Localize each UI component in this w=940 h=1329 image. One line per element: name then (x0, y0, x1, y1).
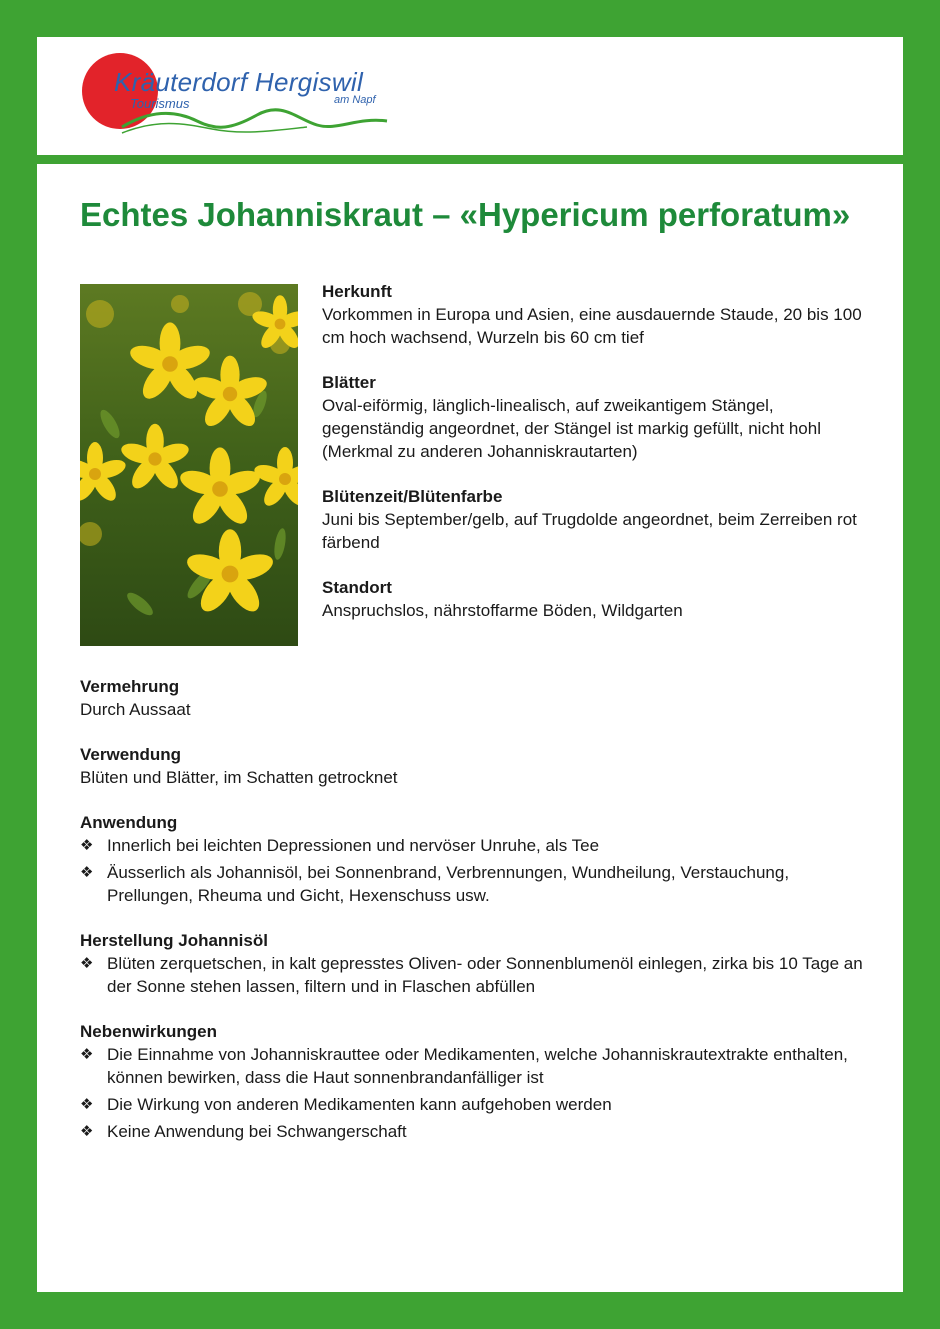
logo-subtitle: Tourismus (130, 96, 190, 111)
bottom-sections (80, 675, 870, 1165)
section-standort (322, 576, 862, 622)
section-nebenwirkungen (80, 1020, 870, 1143)
section-vermehrung (80, 675, 870, 721)
section-heading: Verwendung (80, 745, 182, 764)
section-heading: Nebenwirkungen (80, 1022, 217, 1041)
list-item (80, 834, 870, 857)
list-item-text: Blüten zerquetschen, in kalt gepresstes Oliven- oder Sonnenblumenöl einlegen, zirka bis 10 Tage an der Sonne stehen lassen, filtern und in Flaschen abfüllen (107, 954, 863, 996)
section-blaetter (322, 371, 862, 463)
section-text: Durch Aussaat (80, 700, 191, 719)
logo-location: am Napf (334, 94, 376, 106)
section-text: Anspruchslos, nährstoffarme Böden, Wildgarten (322, 601, 683, 620)
list-item (80, 1120, 870, 1143)
bullet-list (80, 952, 870, 998)
st-johns-wort-flower-photo-icon (80, 284, 298, 646)
page-title: Echtes Johanniskraut – «Hypericum perforatum» (80, 196, 851, 233)
section-heading: Herstellung Johannisöl (80, 931, 268, 950)
section-text: Blüten und Blätter, im Schatten getrocknet (80, 768, 398, 787)
list-item (80, 952, 870, 998)
logo-title: Kräuterdorf Hergiswil (114, 67, 364, 97)
brand-logo[interactable] (82, 49, 402, 141)
list-item-text: Innerlich bei leichten Depressionen und nervöser Unruhe, als Tee (107, 836, 600, 855)
section-heading: Blätter (322, 373, 376, 392)
section-heading: Blütenzeit/Blütenfarbe (322, 487, 503, 506)
section-heading: Vermehrung (80, 677, 180, 696)
list-item-text: Äusserlich als Johannisöl, bei Sonnenbrand, Verbrennungen, Wundheilung, Verstauchung, Prellungen, Rheuma und Gicht, Hexenschuss usw. (107, 863, 790, 905)
section-text: Juni bis September/gelb, auf Trugdolde angeordnet, beim Zerreiben rot färbend (322, 510, 857, 552)
list-item (80, 1093, 870, 1116)
list-item (80, 1043, 870, 1089)
diamond-bullet-icon: ❖ (80, 864, 94, 881)
top-sections (322, 280, 862, 644)
section-bluetenzeit (322, 485, 862, 554)
list-item-text: Keine Anwendung bei Schwangerschaft (107, 1122, 407, 1141)
section-heading: Anwendung (80, 813, 178, 832)
header (37, 37, 903, 155)
section-heading: Standort (322, 578, 392, 597)
diamond-bullet-icon: ❖ (80, 1046, 94, 1063)
diamond-bullet-icon: ❖ (80, 1123, 94, 1140)
bullet-list (80, 1043, 870, 1143)
diamond-bullet-icon: ❖ (80, 837, 94, 854)
main-content (37, 164, 903, 1292)
list-item-text: Die Einnahme von Johanniskrauttee oder Medikamenten, welche Johanniskrautextrakte enthalten, können bewirken, dass die Haut sonnenbrandanfälliger ist (107, 1045, 848, 1087)
logo-hills-icon (122, 110, 387, 127)
diamond-bullet-icon: ❖ (80, 1096, 94, 1113)
list-item (80, 861, 870, 907)
bullet-list (80, 834, 870, 907)
section-herkunft (322, 280, 862, 349)
plant-photo (80, 284, 298, 646)
section-text: Oval-eiförmig, länglich-linealisch, auf zweikantigem Stängel, gegenständig angeordnet, der Stängel ist markig gefüllt, nicht hohl (Merkmal zu anderen Johanniskrautarten) (322, 396, 821, 461)
section-text: Vorkommen in Europa und Asien, eine ausdauernde Staude, 20 bis 100 cm hoch wachsend, Wurzeln bis 60 cm tief (322, 305, 862, 347)
section-anwendung (80, 811, 870, 907)
diamond-bullet-icon: ❖ (80, 955, 94, 972)
section-heading: Herkunft (322, 282, 392, 301)
list-item-text: Die Wirkung von anderen Medikamenten kann aufgehoben werden (107, 1095, 612, 1114)
section-verwendung (80, 743, 870, 789)
section-herstellung (80, 929, 870, 998)
